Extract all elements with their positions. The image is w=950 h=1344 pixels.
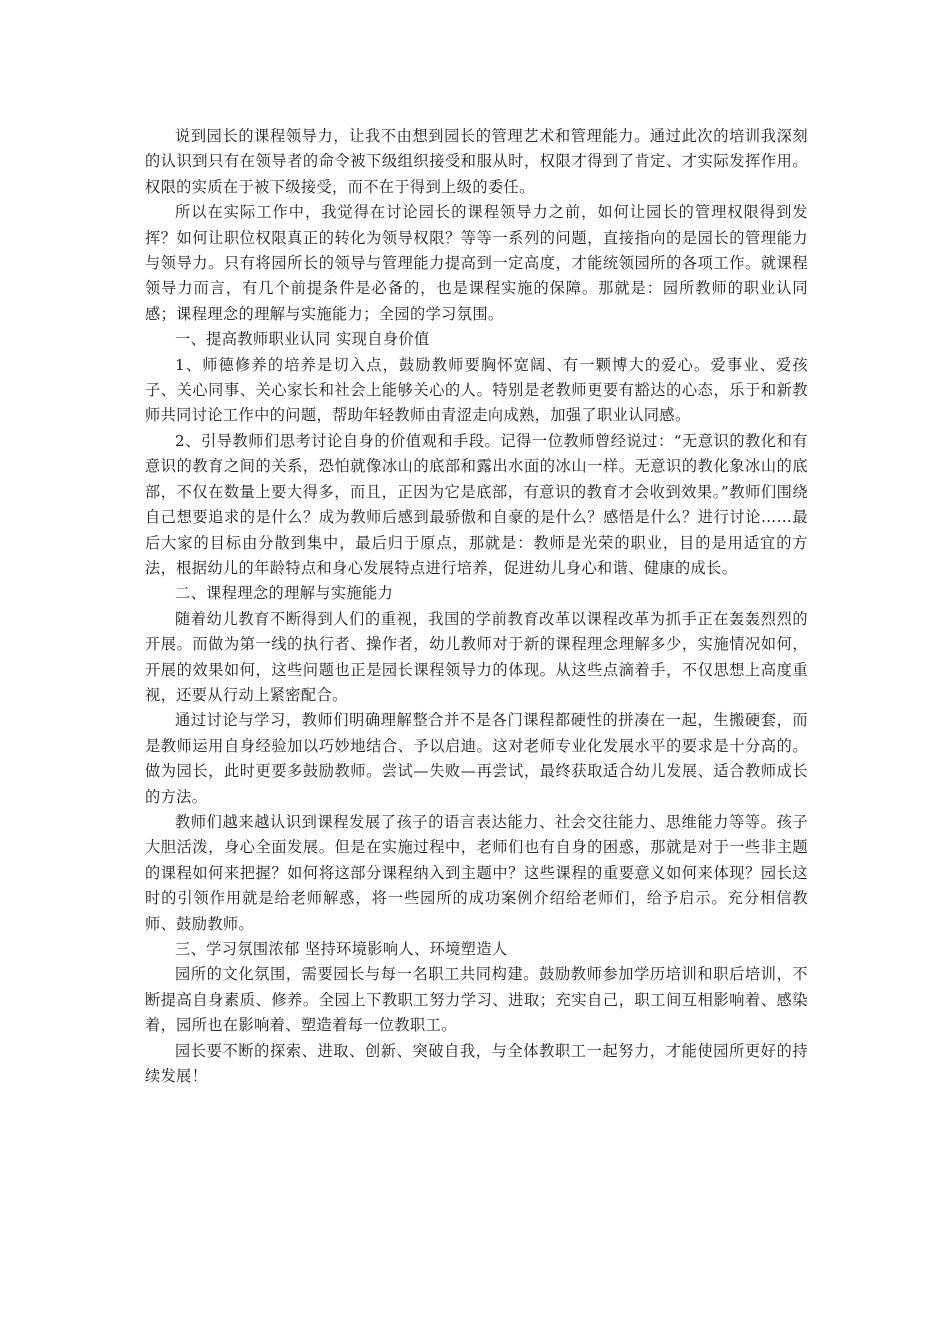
section-heading-1: 一、提高教师职业认同 实现自身价值 bbox=[175, 330, 430, 349]
paragraph-2-2: 通过讨论与学习，教师们明确理解整合并不是各门课程都硬性的拼凑在一起，生搬硬套，而是教师运用自身经验加以巧妙地结合、予以启迪。这对老师专业化发展水平的要求是十分高的。做为园长，此时更要多鼓励教师。尝试—失败—再尝试，最终获取适合幼儿发展、适合教师成长的方法。 bbox=[145, 711, 808, 806]
paragraph-2-1: 随着幼儿教育不断得到人们的重视，我国的学前教育改革以课程改革为抓手正在轰轰烈烈的开展。而做为第一线的执行者、操作者，幼儿教师对于新的课程理念理解多少，实施情况如何，开展的效果如何，这些问题也正是园长课程领导力的体现。从这些点滴着手，不仅思想上高度重视，还要从行动上紧密配合。 bbox=[145, 609, 808, 704]
section-heading-3: 三、学习氛围浓郁 坚持环境影响人、环境塑造人 bbox=[175, 940, 508, 958]
section-heading-2: 二、课程理念的理解与实施能力 bbox=[175, 584, 394, 603]
paragraph-2-3: 教师们越来越认识到课程发展了孩子的语言表达能力、社会交往能力、思维能力等等。孩子大胆活泼，身心全面发展。但是在实施过程中，老师们也有自身的困惑，那就是对于一些非主题的课程如何来把握？如何将这部分课程纳入到主题中？这些课程的重要意义如何来体现？园长这时的引领作用就是给老师解惑，将一些园所的成功案例介绍给老师们，给予启示。充分相信教师、鼓励教师。 bbox=[145, 812, 808, 933]
paragraph-intro: 说到园长的课程领导力，让我不由想到园长的管理艺术和管理能力。通过此次的培训我深刻的认识到只有在领导者的命令被下级组织接受和服从时，权限才得到了肯定、才实际发挥作用。权限的实质在于被下级接受，而不在于得到上级的委任。 bbox=[145, 127, 808, 196]
paragraph-context: 所以在实际工作中，我觉得在讨论园长的课程领导力之前，如何让园长的管理权限得到发挥？如何让职位权限真正的转化为领导权限？等等一系列的问题，直接指向的是园长的管理能力与领导力。只有将园所长的领导与管理能力提高到一定高度，才能统领园所的各项工作。就课程领导力而言，有几个前提条件是必备的，也是课程实施的保障。那就是：园所教师的职业认同感；课程理念的理解与实施能力；全园的学习氛围。 bbox=[145, 203, 808, 323]
paragraph-conclusion: 园长要不断的探索、进取、创新、突破自我，与全体教职工一起努力，才能使园所更好的持续发展！ bbox=[145, 1041, 808, 1086]
paragraph-1-1: 1、师德修养的培养是切入点，鼓励教师要胸怀宽阔、有一颗博大的爱心。爱事业、爱孩子、关心同事、关心家长和社会上能够关心的人。特别是老教师更要有豁达的心态，乐于和新教师共同讨论工作中的问题，帮助年轻教师由青涩走向成熟，加强了职业认同感。 bbox=[145, 355, 808, 425]
paragraph-1-2: 2、引导教师们思考讨论自身的价值观和手段。记得一位教师曾经说过：“无意识的教化和有意识的教育之间的关系，恐怕就像冰山的底部和露出水面的冰山一样。无意识的教化象冰山的底部，不仅在数量上要大得多，而且，正因为它是底部，有意识的教育才会收到效果。”教师们围绕自己想要追求的是什么？成为教师后感到最骄傲和自豪的是什么？感悟是什么？进行讨论……最后大家的目标由分散到集中，最后归于原点，那就是：教师是光荣的职业，目的是用适宜的方法，根据幼儿的年龄特点和身心发展特点进行培养，促进幼儿身心和谐、健康的成长。 bbox=[145, 431, 808, 577]
paragraph-3-1: 园所的文化氛围，需要园长与每一名职工共同构建。鼓励教师参加学历培训和职后培训，不断提高自身素质、修养。全园上下教职工努力学习、进取；充实自己，职工间互相影响着、感染着，园所也在影响着、塑造着每一位教职工。 bbox=[145, 965, 808, 1035]
document-body bbox=[145, 124, 808, 1089]
